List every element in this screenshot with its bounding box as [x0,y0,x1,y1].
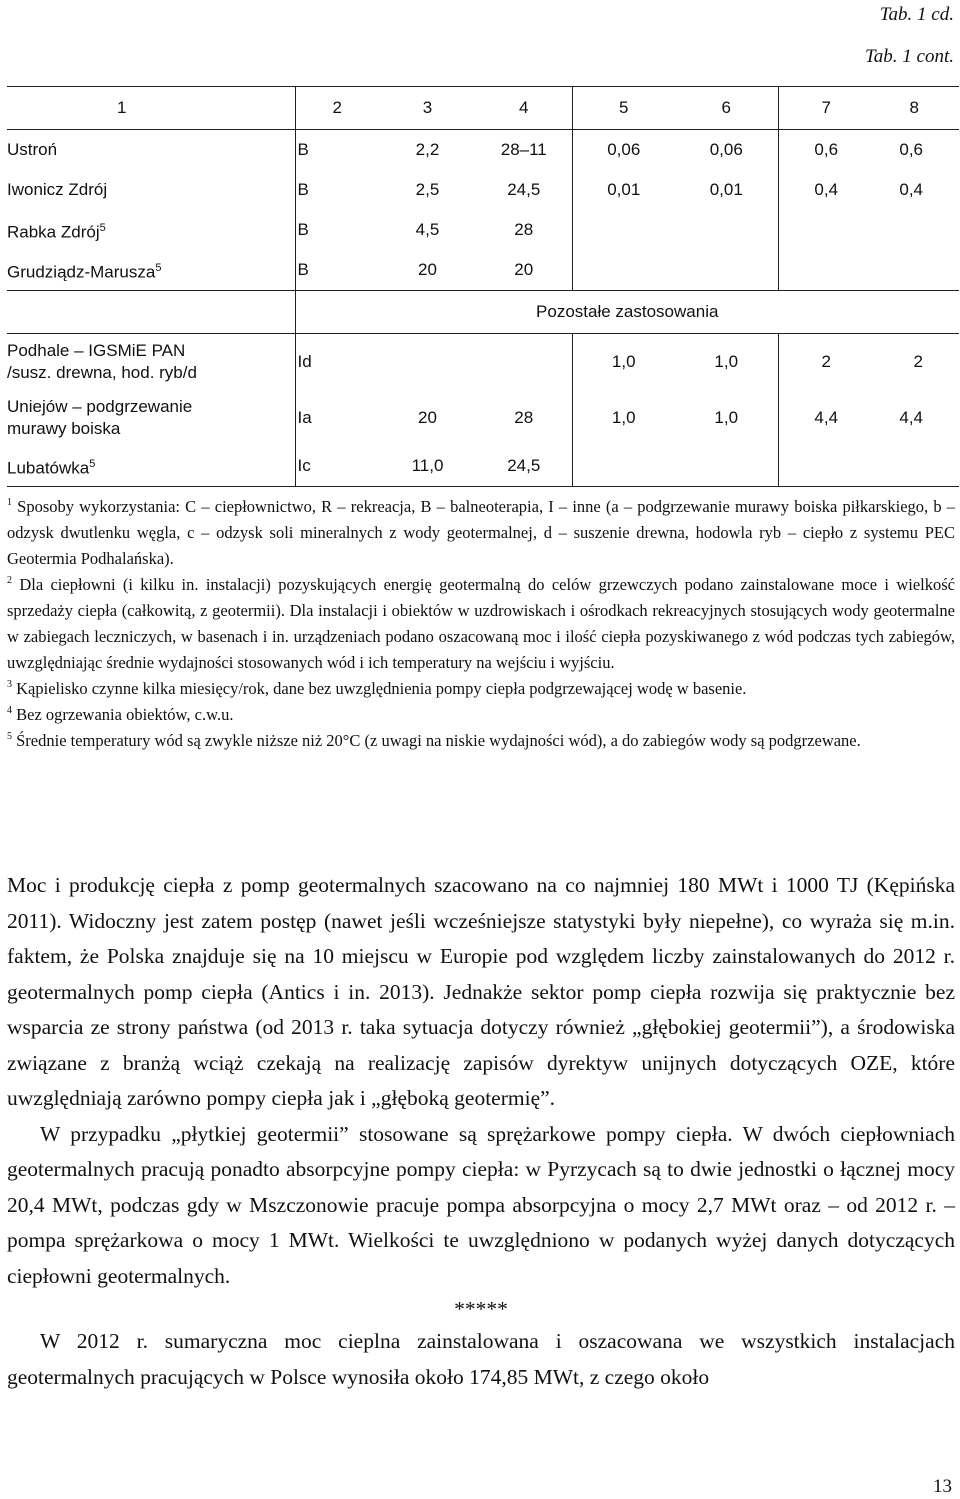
row-name: Grudziądz-Marusza$^5$ [7,261,162,282]
row-name: Ustroń [7,140,58,159]
table-row [7,210,959,250]
page-number: 13 [933,1476,952,1497]
column-header: 1 [117,98,127,117]
table-row [7,390,959,446]
section-row [7,291,959,334]
cell [572,250,675,291]
cell: B [295,250,379,291]
section-separator: ***** [454,1297,508,1321]
table-row [7,130,959,171]
cell: 28–11 [500,140,547,159]
table-row [7,334,959,391]
column-header: 6 [721,98,731,117]
column-header: 3 [422,98,433,117]
cell [778,250,874,291]
footnote-1: $^1$ Sposoby wykorzystania: C – ciepłownictwo, R – rekreacja, B – balneoterapia, I – inne (a – podgrzewanie murawy boiska piłkarskiego, b – odzysk dwutlenku węgla, c – odzysk soli mineralnych z wody geotermalnej, d – suszenie drewna, hodowla ryb – ciepło z systemu PEC Geotermia Podhalańska). [7,497,955,568]
paragraph: Moc i produkcję ciepła z pomp geotermalnych szacowano na co najmniej 180 MWt i 1000 TJ (Kępińska 2011). Widoczny jest zatem postęp (nawet jeśli wcześniejsze statystyki były niepełne), co wyraża się m.in. faktem, że Polska znajduje się na 10 miejscu w Europie pod względem liczby zainstalowanych do 2012 r. geotermalnych pomp ciepła (Antics i in. 2013). Jednakże sektor pomp ciepła rozwija się praktycznie bez wsparcia ze strony państwa (od 2013 r. taka sytuacja dotyczy również „głębokiej geotermii”), a środowiska związane z branżą wciąż czekają na realizację zapisów dyrektyw unijnych dotyczących OZE, które uwzględniają zarówno pompy ciepła jak i „głęboką geotermię”. [7,873,955,1110]
footnote-3: $^3$ Kąpielisko czynne kilka miesięcy/rok, dane bez uwzględnienia pompy ciepła podgrzewającej wodę w basenie. [7,679,747,698]
cell [874,210,959,250]
footnote-5: $^5$ Średnie temperatury wód są zwykle niższe niż 20°C (z uwagi na niskie wydajności wód), a do zabiegów wody są podgrzewane. [7,731,861,750]
cell: 1,0 [714,408,739,427]
cell [572,446,675,487]
cell: 20 [418,408,437,427]
cell: 20 [418,260,437,279]
table-row [7,170,959,210]
cell: B [295,130,379,171]
cell: 24,5 [507,456,541,475]
table-row [7,250,959,291]
paragraph: W 2012 r. sumaryczna moc cieplna zainstalowana i oszacowana we wszystkich instalacjach geotermalnych pracujących w Polsce wynosiła około 174,85 MWt, z czego około [7,1329,955,1389]
cell: 20 [514,260,534,279]
cell: 0,01 [572,170,675,210]
cell: 24,5 [507,180,541,199]
footnote-2: $^2$ Dla ciepłowni (i kilku in. instalacji) pozyskujących energię geotermalną do celów grzewczych podano zainstalowane moce i wielkość sprzedaży ciepła (całkowitą, z geotermii). Dla instalacji i obiektów w uzdrowiskach i ośrodkach rekreacyjnych stosujących wody geotermalne w zabiegach leczniczych, w basenach i in. urządzeniach podano oszacowaną moc i ilość ciepła pozyskiwanego z wód podczas tych zabiegów, uwzględniając średnie wydajności stosowanych wód i ich temperatury na wejściu i wyjściu. [7,575,955,672]
cell: 0,06 [572,130,675,171]
cell: 28 [514,220,534,239]
cell [675,250,778,291]
row-name: Lubatówka$^5$ [7,457,96,478]
column-header: 5 [572,87,675,130]
cell: 0,6 [899,140,923,159]
cell [778,210,874,250]
cell [476,334,572,391]
table-footnotes [7,494,955,754]
cell: Ia [295,390,379,446]
cell: 0,06 [709,140,743,159]
cell [675,446,778,487]
cell: 2,2 [415,140,440,159]
row-name: Uniejów – podgrzewanie murawy boiska [7,397,193,438]
cell: 4,5 [415,220,440,239]
cell [675,210,778,250]
cell [778,446,874,487]
table-caption-polish: Tab. 1 cd. [879,4,954,25]
cell: B [295,210,379,250]
column-header: 7 [778,87,874,130]
footnote-4: $^4$ Bez ogrzewania obiektów, c.w.u. [7,705,234,724]
column-header: 8 [909,98,919,117]
table-caption-english: Tab. 1 cont. [864,46,954,67]
cell [572,210,675,250]
row-name: Iwonicz Zdrój [7,180,108,199]
cell: Id [295,334,379,391]
row-name: Rabka Zdrój$^5$ [7,221,106,242]
cell: 4,4 [778,390,874,446]
cell: Ic [295,446,379,487]
geothermal-data-table [7,86,959,487]
cell: 0,6 [778,130,874,171]
cell: B [295,170,379,210]
cell: 1,0 [572,390,675,446]
paragraph: W przypadku „płytkiej geotermii” stosowane są sprężarkowe pompy ciepła. W dwóch ciepłowniach geotermalnych pracują ponadto absorpcyjne pompy ciepła: w Pyrzycach są to dwie jednostki o łącznej mocy 20,4 MWt, podczas gdy w Mszczonowie pracuje pompa absorpcyjna o mocy 2,7 MWt oraz – od 2012 r. – pompa sprężarkowa o mocy 1 MWt. Wielkości te uwzględniono w podanych wyżej danych dotyczących ciepłowni geotermalnych. [7,1121,955,1288]
cell: 0,4 [778,170,874,210]
column-header: 2 [295,87,379,130]
cell: 2,5 [415,180,440,199]
cell: 28 [514,408,534,427]
cell: 2 [778,334,874,391]
cell [874,250,959,291]
table-header-row [7,87,959,130]
cell: 11,0 [411,456,444,475]
cell [874,446,959,487]
cell: 0,4 [899,180,923,199]
column-header: 4 [519,98,529,117]
cell: 0,01 [709,180,743,199]
cell: 1,0 [572,334,675,391]
cell: 4,4 [899,408,923,427]
section-title: Pozostałe zastosowania [295,291,959,334]
cell [379,334,476,391]
cell: 2 [913,352,923,371]
cell: 1,0 [714,352,739,371]
row-name: Podhale – IGSMiE PAN /susz. drewna, hod. ryb/d [7,341,197,382]
table-row [7,446,959,487]
main-body-text [7,868,955,1395]
